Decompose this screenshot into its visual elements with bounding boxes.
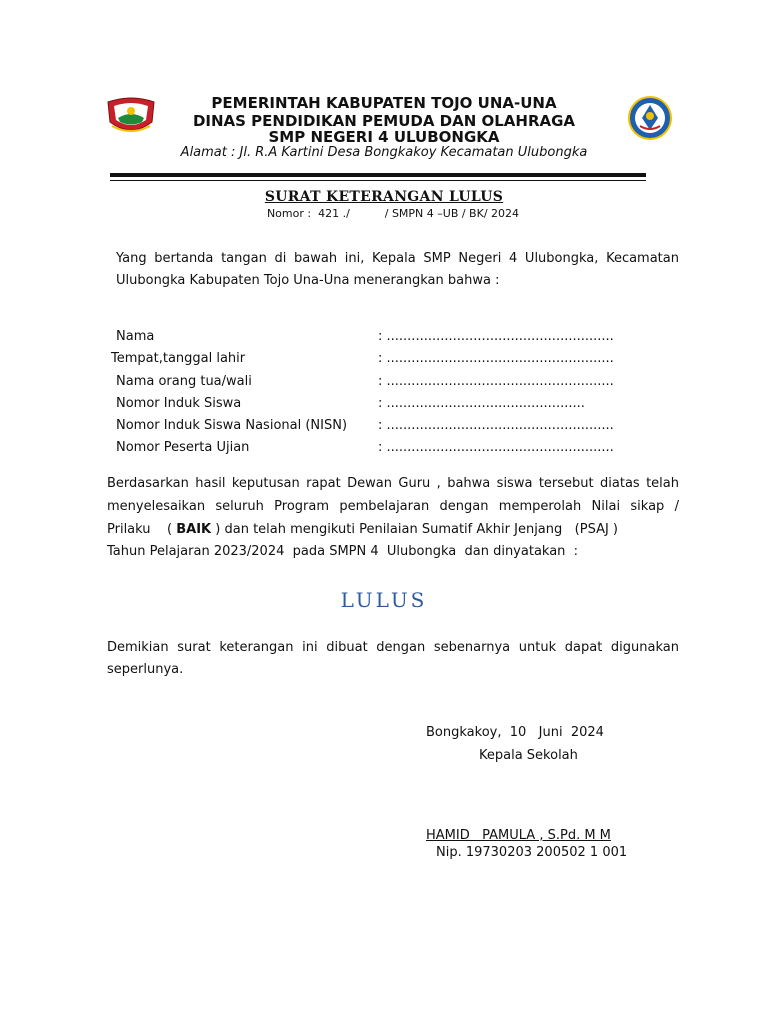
header-divider-thick xyxy=(110,173,646,177)
signatory-position: Kepala Sekolah xyxy=(479,748,578,763)
intro-line-2: Ulubongka Kabupaten Tojo Una-Una menerangkan bahwa : xyxy=(116,273,500,288)
graduation-result: LULUS xyxy=(340,588,428,612)
attitude-grade: BAIK xyxy=(176,522,212,537)
closing-line-2: seperlunya. xyxy=(107,662,184,677)
field-value-birth: : ....................................................... xyxy=(378,351,614,366)
closing-line-1: Demikian surat keterangan ini dibuat dengan sebenarnya untuk dapat digunakan xyxy=(107,640,679,655)
signatory-name: HAMID PAMULA , S.Pd. M M xyxy=(426,828,611,843)
document-title: SURAT KETERANGAN LULUS xyxy=(264,189,504,205)
field-value-nis: : ................................................ xyxy=(378,396,585,411)
place-and-date: Bongkakoy, 10 Juni 2024 xyxy=(426,725,604,740)
body-line-4: Tahun Pelajaran 2023/2024 pada SMPN 4 Ulubongka dan dinyatakan : xyxy=(107,544,579,559)
letterhead-line-1: PEMERINTAH KABUPATEN TOJO UNA-UNA xyxy=(211,94,557,112)
field-label-birth: Tempat,tanggal lahir xyxy=(111,351,246,366)
document-number: Nomor : 421 ./ / SMPN 4 –UB / BK/ 2024 xyxy=(266,207,520,220)
letterhead-line-2: DINAS PENDIDIKAN PEMUDA DAN OLAHRAGA xyxy=(192,112,576,130)
letterhead-address: Alamat : Jl. R.A Kartini Desa Bongkakoy Kecamatan Ulubongka xyxy=(180,145,588,160)
field-value-parent: : ....................................................... xyxy=(378,374,614,389)
intro-line-1: Yang bertanda tangan di bawah ini, Kepala SMP Negeri 4 Ulubongka, Kecamatan xyxy=(116,251,679,266)
body-line-2: menyelesaikan seluruh Program pembelajaran dengan memperolah Nilai sikap / xyxy=(107,499,679,514)
header-divider-thin xyxy=(110,180,646,181)
field-value-name: : ....................................................... xyxy=(378,329,614,344)
field-label-parent: Nama orang tua/wali xyxy=(116,374,252,389)
body-line-1: Berdasarkan hasil keputusan rapat Dewan Guru , bahwa siswa tersebut diatas telah xyxy=(107,476,679,491)
field-value-nisn: : ....................................................... xyxy=(378,418,614,433)
signatory-nip: Nip. 19730203 200502 1 001 xyxy=(436,845,628,860)
field-label-nis: Nomor Induk Siswa xyxy=(116,396,242,411)
field-label-exam-number: Nomor Peserta Ujian xyxy=(116,440,250,455)
body-line-3-post: ) dan telah mengikuti Penilaian Sumatif Akhir Jenjang (PSAJ ) xyxy=(211,522,618,537)
field-value-exam-number: : ....................................................... xyxy=(378,440,614,455)
field-label-name: Nama xyxy=(116,329,155,344)
field-label-nisn: Nomor Induk Siswa Nasional (NISN) xyxy=(116,418,348,433)
body-line-3-pre: Prilaku ( xyxy=(107,522,177,537)
body-line-3 xyxy=(107,519,679,541)
letterhead-school-name: SMP NEGERI 4 ULUBONGKA xyxy=(268,128,500,146)
